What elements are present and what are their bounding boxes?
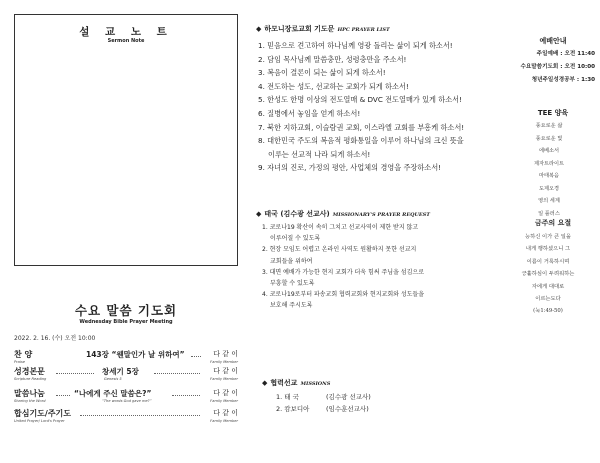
- verse-line: 긍휼하심이 두려워하는: [521, 271, 575, 278]
- service-date: 2022. 2. 16. (수) 오전 10:00: [14, 335, 96, 342]
- worship-row: 청년주일성경공부 : 1:30: [531, 77, 595, 83]
- order-person: 다 같 이: [213, 409, 238, 417]
- order-row-prayer: [14, 408, 238, 432]
- order-label: 성경본문: [14, 367, 45, 376]
- list-item: 교회들을 위하여: [270, 257, 313, 265]
- list-item: 영의 세계: [538, 198, 560, 204]
- order-label: 말씀나눔: [14, 389, 45, 398]
- order-label: 찬 양: [14, 350, 33, 359]
- order-person: 다 같 이: [213, 367, 238, 375]
- worship-time: 1:30: [581, 77, 595, 83]
- worship-row: 주일예배 : 오전 11:40: [536, 51, 595, 57]
- verse-reference: (눅1:49-50): [533, 308, 563, 315]
- list-item: 1. 코로나19 확산이 속히 그치고 선교사역이 제한 받지 않고: [262, 224, 419, 231]
- mission-row: [262, 392, 492, 404]
- diamond-icon: ◆: [256, 210, 262, 218]
- prayer-list-heading: [256, 24, 390, 34]
- diamond-icon: ◆: [262, 379, 268, 387]
- worship-label: 청년주일성경공부: [531, 77, 575, 83]
- list-item: 3. 복음이 결론이 되는 삶이 되게 하소서!: [258, 68, 386, 78]
- verse-line: 내게 행하셨으니 그: [525, 246, 571, 253]
- order-person: 다 같 이: [213, 389, 238, 397]
- missions-section: [262, 378, 492, 416]
- list-item: 3. 대면 예배가 가능한 현지 교회가 더욱 힘써 주님을 섬김으로: [262, 268, 424, 276]
- prayer-list: [258, 39, 490, 175]
- list-item: 4. 코로나19로부터 파송교회 협력교회와 현지교회와 성도들을: [262, 291, 425, 299]
- dotted-leader: [80, 415, 200, 416]
- sermon-note-box: [14, 14, 238, 266]
- worship-info: [497, 36, 595, 87]
- missions-heading-text: 협력선교: [270, 379, 298, 387]
- service-subtitle: Wednesday Bible Prayer Meeting: [79, 319, 173, 325]
- list-item: 에베소서: [538, 148, 560, 154]
- sermon-note-subtitle: Sermon Note: [107, 38, 145, 44]
- mission-country: 2. 캄보디아: [276, 405, 310, 413]
- list-item: 풍요로운 빛: [535, 135, 563, 142]
- order-content: “나에게 주신 말씀은?”: [74, 389, 152, 398]
- order-label-en: Scripture Reading: [14, 377, 47, 381]
- worship-title: 예배안내: [539, 37, 567, 45]
- tee-book-list: [500, 120, 588, 220]
- verse-line: 이르는도다: [535, 296, 561, 303]
- list-item: 부흥할 수 있도록: [270, 280, 315, 288]
- tee-title: TEE 양육: [537, 109, 569, 117]
- missionary-heading-text: 태국 (김수광 선교사): [264, 210, 330, 218]
- order-person-en: Family Member: [210, 377, 238, 381]
- memory-verse: [500, 218, 592, 318]
- order-content: 창세기 5장: [102, 367, 139, 376]
- mission-missionary: (임수훈선교사): [326, 405, 369, 413]
- list-item: 2. 현장 모임도 어렵고 온라인 사역도 원활하지 못한 선교지: [262, 246, 417, 254]
- list-item: 일 플러스: [538, 210, 560, 217]
- order-person-en: Family Member: [210, 419, 238, 423]
- missions-heading: [262, 378, 492, 388]
- list-item: 도제오경: [538, 185, 560, 192]
- list-item: 2. 담임 목사님께 말씀충만, 성령충만을 주소서!: [258, 54, 407, 64]
- tee-section: [500, 108, 588, 220]
- mission-missionary: (김수광 선교사): [326, 393, 371, 401]
- dotted-leader: [191, 356, 201, 357]
- order-label: 합심기도/주기도: [14, 409, 72, 418]
- list-item: 8. 대한민국 주도의 복음적 평화통일을 이루어 하나님의 크신 뜻을: [258, 136, 464, 146]
- verse-line: 능하신 이가 큰 일을: [525, 234, 571, 240]
- order-label-en: United Prayer/ Lord's Prayer: [14, 419, 65, 423]
- order-label-en: Sharing the Word: [14, 399, 46, 403]
- worship-time: 오전 11:40: [564, 51, 595, 57]
- dotted-leader: [154, 373, 200, 374]
- missionary-list: [262, 222, 492, 312]
- worship-time: 오전 10:00: [564, 64, 595, 70]
- dotted-leader: [56, 373, 94, 374]
- list-item: 7. 북한 지하교회, 이슬람권 교회, 이스라엘 교회를 부흥케 하소서!: [258, 122, 465, 132]
- list-item: 풍요로운 삶: [535, 123, 563, 129]
- list-item: 5. 한성도 한명 이상의 전도열매 & DVC 전도열매가 있게 하소서!: [258, 95, 463, 105]
- list-item: 1. 믿음으로 견고하여 하나님께 영광 돌리는 삶이 되게 하소서!: [258, 41, 453, 50]
- list-item: 이루는 선교적 나라 되게 하소서!: [268, 149, 371, 159]
- order-content-en: “The words God gave me?”: [102, 399, 152, 403]
- list-item: 마태복음: [538, 173, 560, 179]
- missionary-heading: [256, 209, 430, 219]
- list-item: 제자트라이트: [533, 160, 565, 167]
- list-item: 4. 전도하는 성도, 선교하는 교회가 되게 하소서!: [258, 81, 409, 91]
- dotted-leader: [56, 395, 70, 396]
- list-item: 9. 자녀의 진로, 가정의 평안, 사업체의 경영을 주장하소서!: [258, 163, 442, 173]
- order-content-en: Genesis 5: [104, 377, 122, 381]
- verse-title: 금주의 요절: [534, 219, 572, 227]
- order-label-en: Praise: [14, 360, 25, 364]
- dotted-leader: [172, 395, 200, 396]
- prayer-heading-text: 하모니장로교회 기도문: [264, 25, 335, 33]
- worship-row: 수요말씀기도회 : 오전 10:00: [520, 64, 595, 70]
- order-person-en: Family Member: [210, 360, 238, 364]
- missions-heading-en: MISSIONS: [300, 381, 331, 387]
- order-content: 143장 “웬말인가 날 위하여”: [86, 350, 185, 359]
- diamond-icon: ◆: [256, 25, 262, 33]
- worship-label: 수요말씀기도회: [520, 64, 559, 70]
- missionary-heading-en: MISSIONARY'S PRAYER REQUEST: [332, 212, 430, 218]
- service-title: 수요 말씀 기도회: [74, 303, 178, 318]
- order-person: 다 같 이: [213, 350, 238, 358]
- prayer-heading-en: HPC PRAYER LIST: [337, 27, 390, 33]
- order-person-en: Family Member: [210, 399, 238, 403]
- list-item: 보호해 주시도록: [270, 302, 313, 310]
- verse-line: 자에게 대대로: [531, 283, 565, 290]
- mission-country: 1. 태 국: [276, 393, 299, 401]
- worship-label: 주일예배: [536, 51, 559, 57]
- list-item: 6. 질병에서 놓임을 얻게 하소서!: [258, 108, 361, 118]
- mission-row: [262, 404, 492, 416]
- order-row-scripture: [14, 366, 238, 390]
- verse-line: 이름이 거룩하시며: [526, 258, 570, 265]
- verse-text: [500, 231, 592, 318]
- list-item: 이루어질 수 있도록: [270, 235, 321, 243]
- sermon-note-title: 설 교 노 트: [79, 26, 173, 38]
